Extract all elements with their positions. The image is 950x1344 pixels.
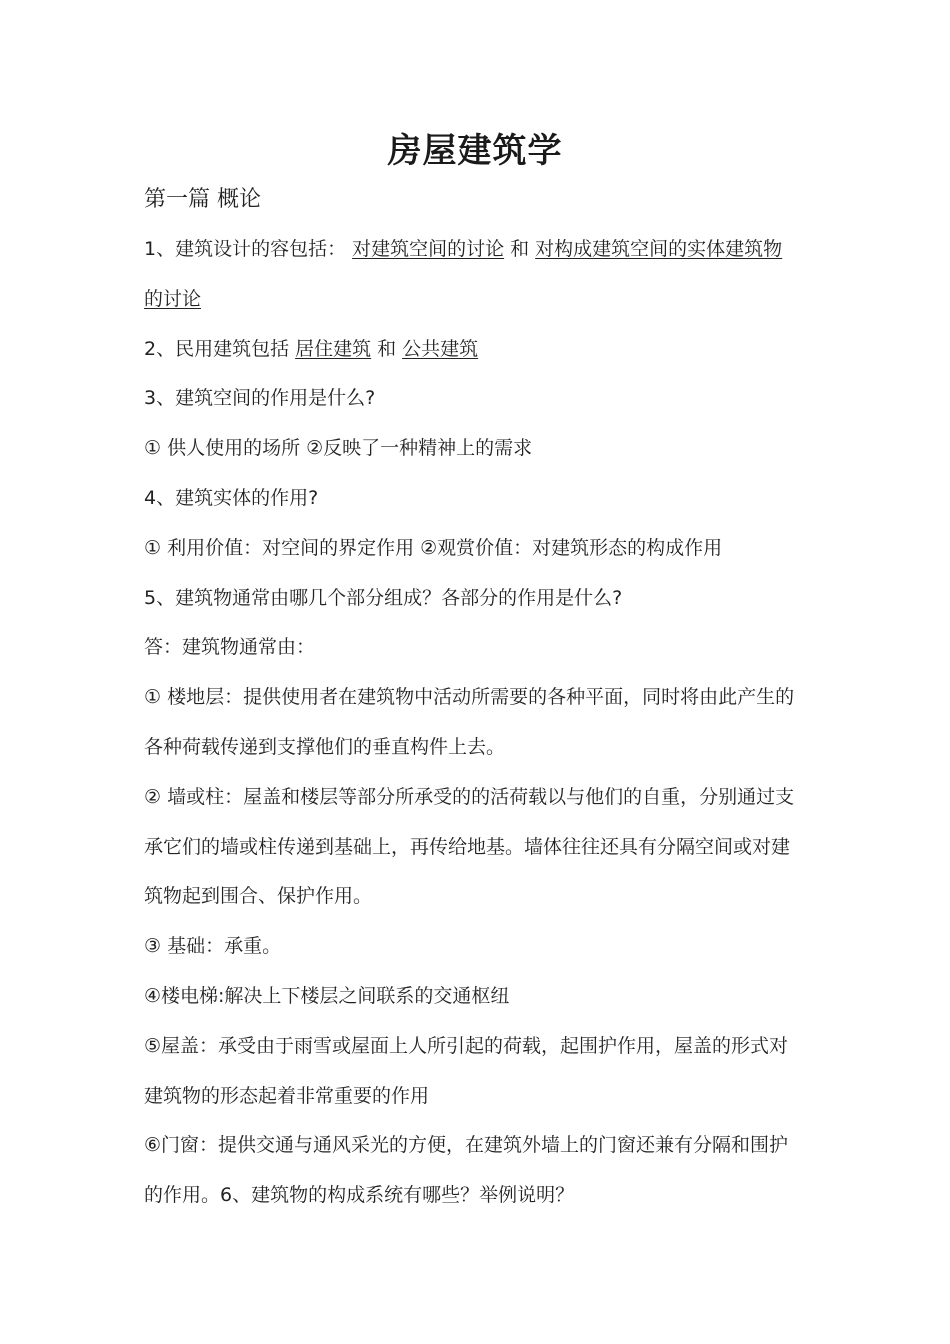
document-body [144, 225, 804, 1221]
answer-5-line: 承它们的墙或柱传递到基础上，再传给地基。墙体往往还具有分隔空间或对建 [144, 835, 791, 858]
answer-5-line: 筑物起到围合、保护作用。 [144, 885, 373, 908]
document-title: 房屋建筑学 [387, 131, 563, 171]
question-2-line [144, 325, 804, 375]
question-4: 4、建筑实体的作用? [144, 486, 319, 509]
answer-4: ① 利用价值：对空间的界定作用 ②观赏价值：对建筑形态的构成作用 [144, 536, 723, 559]
question-1-line-continued [144, 275, 804, 325]
question-2-conjunction: 和 [377, 337, 397, 360]
answer-5-line: ⑤屋盖：承受由于雨雪或屋面上人所引起的荷载，起围护作用，屋盖的形式对 [144, 1034, 789, 1057]
question-1-answer-blank-2: 对构成建筑空间的实体建筑物 [535, 238, 783, 260]
question-2-prefix: 2、民用建筑包括 [144, 337, 290, 360]
answer-5-intro: 答：建筑物通常由： [144, 636, 316, 659]
section-heading: 第一篇 概论 [144, 187, 261, 212]
answer-5-line: ③ 基础：承重。 [144, 935, 282, 958]
answer-5-line: ① 楼地层：提供使用者在建筑物中活动所需要的各种平面，同时将由此产生的 [144, 686, 795, 709]
question-1-answer-blank-2-continued: 的讨论 [144, 287, 202, 310]
question-3: 3、建筑空间的作用是什么? [144, 387, 376, 410]
answer-5-line: ④楼电梯:解决上下楼层之间联系的交通枢纽 [144, 984, 510, 1007]
answer-5-line: 建筑物的形态起着非常重要的作用 [144, 1084, 430, 1107]
question-1-conjunction: 和 [510, 238, 530, 260]
question-2-answer-blank-1: 居住建筑 [295, 337, 372, 360]
answer-3: ① 供人使用的场所 ②反映了一种精神上的需求 [144, 437, 533, 460]
answer-5-line: 各种荷载传递到支撑他们的垂直构件上去。 [144, 735, 506, 758]
question-5: 5、建筑物通常由哪几个部分组成？各部分的作用是什么? [144, 586, 623, 609]
question-1-prefix: 1、建筑设计的容包括： [144, 238, 347, 260]
answer-5-line: ② 墙或柱：屋盖和楼层等部分所承受的的活荷载以与他们的自重，分别通过支 [144, 785, 795, 808]
question-2-answer-blank-2: 公共建筑 [402, 337, 479, 360]
answer-5-line: 的作用。6、建筑物的构成系统有哪些？举例说明？ [144, 1184, 575, 1207]
question-1-line [144, 225, 804, 275]
answer-5-line: ⑥门窗：提供交通与通风采光的方便，在建筑外墙上的门窗还兼有分隔和围护 [144, 1134, 789, 1157]
question-1-answer-blank-1: 对建筑空间的讨论 [352, 238, 505, 260]
